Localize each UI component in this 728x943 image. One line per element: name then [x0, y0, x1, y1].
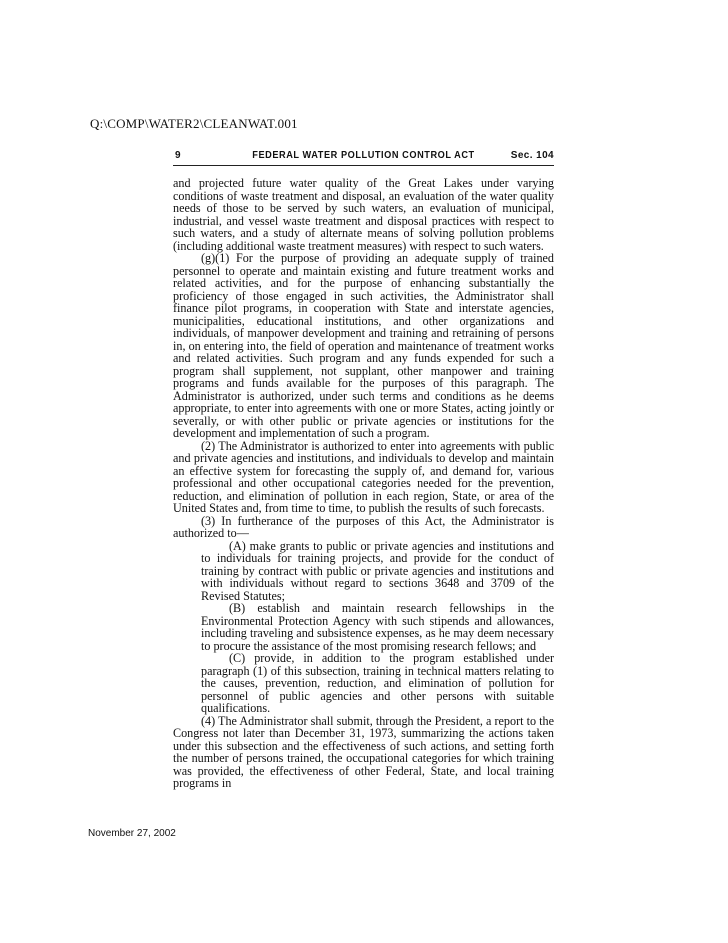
subparagraph-b: (B) establish and maintain research fellowships in the Environmental Protection Agency with such stipends and allowances, including traveling and subsistence expenses, as he may deem necessary to procure the assistance of the most promising research fellows; and — [201, 601, 554, 653]
footer-date: November 27, 2002 — [88, 828, 176, 839]
subparagraph-a: (A) make grants to public or private agencies and institutions and to individuals for training projects, and provide for the conduct of training by contract with public or private agencies and institutions and with individuals without regard to sections 3648 and 3709 of the Revised Statutes; — [201, 538, 554, 603]
paragraph-g1: (g)(1) For the purpose of providing an adequate supply of trained personnel to operate and maintain existing and future treatment works and related activities, and for the purpose of enhancing substantially the proficiency of those engaged in such activities, the Administrator shall finance pilot programs, in cooperation with State and interstate agencies, municipalities, educational institutions, and other organizations and individuals, of manpower development and training and retraining of persons in, on entering into, the field of operation and maintenance of treatment works and related activities. Such program and any funds expended for such a program shall supplement, not supplant, other manpower and training programs and funds available for the purposes of this paragraph. The Administrator is authorized, under such terms and conditions as he deems appropriate, to enter into agreements with one or more States, acting jointly or severally, or with other public or private agencies or institutions for the development and implementation of such a program. — [173, 251, 554, 440]
page-number: 9 — [175, 150, 181, 161]
paragraph-g2: (2) The Administrator is authorized to enter into agreements with public and private agencies and institutions, and individuals to develop and maintain an effective system for forecasting the supply of, and demand for, various professional and other occupational categories needed for the prevention, reduction, and elimination of pollution in each region, State, or area of the United States and, from time to time, to publish the results of such forecasts. — [173, 438, 554, 515]
statute-text — [173, 177, 554, 790]
subparagraph-c: (C) provide, in addition to the program established under paragraph (1) of this subsection, training in technical matters relating to the causes, prevention, reduction, and elimination of pollution for personnel of public agencies and other persons with suitable qualifications. — [201, 651, 554, 715]
paragraph-g4: (4) The Administrator shall submit, through the President, a report to the Congress not later than December 31, 1973, summarizing the actions taken under this subsection and the effectiveness of such actions, and setting forth the number of persons trained, the occupational categories for which training was provided, the effectiveness of other Federal, State, and local training programs in — [173, 713, 554, 790]
header-title: FEDERAL WATER POLLUTION CONTROL ACT — [252, 150, 475, 161]
section-label: Sec. 104 — [510, 150, 554, 161]
paragraph-g3: (3) In furtherance of the purposes of this Act, the Administrator is authorized to— — [173, 513, 554, 540]
file-path: Q:\COMP\WATER2\CLEANWAT.001 — [90, 116, 298, 131]
running-header — [173, 150, 554, 166]
paragraph-continued: and projected future water quality of the Great Lakes under varying conditions of waste treatment and disposal, an evaluation of the water quality needs of those to be served by such waters, an evaluation of municipal, industrial, and vessel waste treatment and disposal practices with respect to such waters, and a study of alternate means of solving pollution problems (including additional waste treatment measures) with respect to such waters. — [173, 176, 554, 253]
